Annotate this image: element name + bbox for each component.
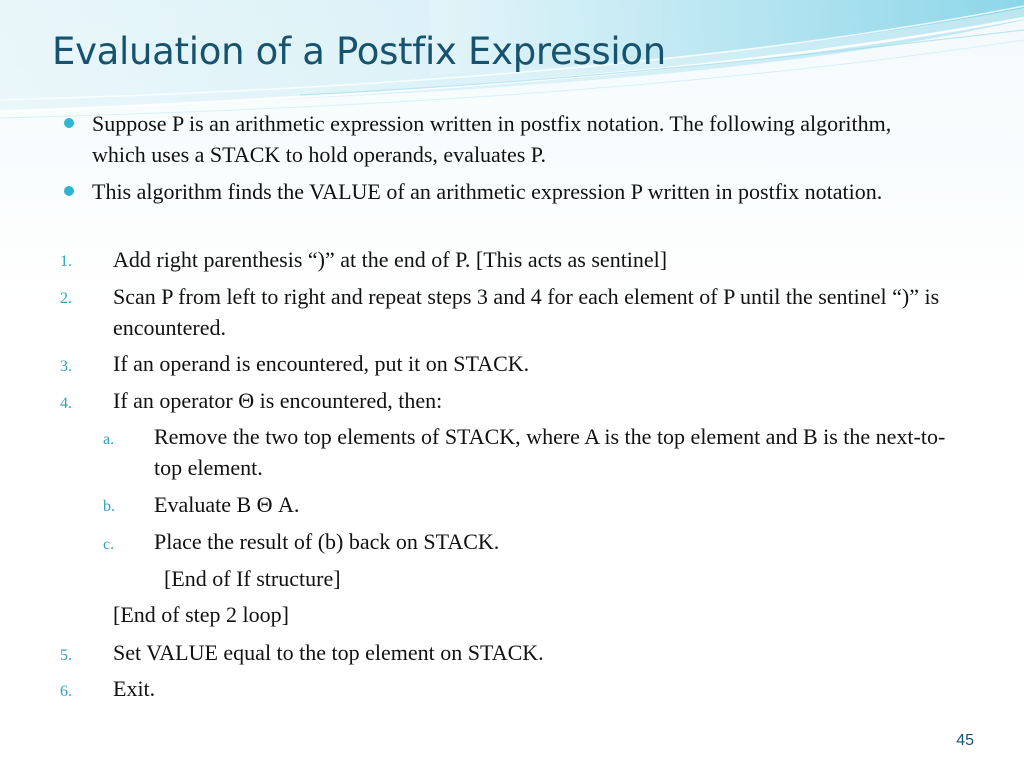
- step-text: If an operator Θ is encountered, then:: [113, 388, 443, 413]
- step-item: [113, 637, 953, 668]
- bullet-item: [92, 176, 912, 207]
- page-number: 45: [956, 732, 974, 749]
- step-item: [113, 348, 953, 379]
- slide-title: Evaluation of a Postfix Expression: [52, 30, 666, 73]
- step-item: [113, 385, 953, 416]
- step-text: Exit.: [113, 676, 156, 701]
- step-number: 4.: [60, 395, 72, 412]
- step-text: Set VALUE equal to the top element on STACK.: [113, 640, 544, 665]
- end-if-text: [End of If structure]: [164, 566, 341, 591]
- bullet-dot-icon: [64, 118, 74, 128]
- substep-text: Remove the two top elements of STACK, where A is the top element and B is the next-to-top element.: [154, 424, 946, 480]
- step-text: Add right parenthesis “)” at the end of P. [This acts as sentinel]: [113, 247, 668, 272]
- substep-item: [154, 421, 954, 483]
- substep-text: Evaluate B Θ A.: [154, 492, 300, 517]
- step-number: 2.: [60, 290, 72, 307]
- substep-text: Place the result of (b) back on STACK.: [154, 529, 500, 554]
- substep-letter: b.: [103, 498, 115, 515]
- step-number: 6.: [60, 683, 72, 700]
- bullet-item: [92, 108, 912, 170]
- step-item: [113, 244, 953, 275]
- substep-item: [154, 489, 954, 520]
- step-item: [113, 281, 953, 343]
- end-loop-note: [113, 599, 289, 630]
- step-number: 3.: [60, 358, 72, 375]
- substep-item: [154, 526, 954, 557]
- step-text: Scan P from left to right and repeat steps 3 and 4 for each element of P until the sentinel “)” is encountered.: [113, 284, 940, 340]
- end-loop-text: [End of step 2 loop]: [113, 602, 289, 627]
- substep-letter: c.: [103, 536, 115, 553]
- step-number: 1.: [60, 253, 72, 270]
- step-text: If an operand is encountered, put it on STACK.: [113, 351, 530, 376]
- end-if-note: [164, 563, 341, 594]
- bullet-dot-icon: [64, 186, 74, 196]
- bullet-text: Suppose P is an arithmetic expression written in postfix notation. The following algorithm, which uses a STACK to hold operands, evaluates P.: [92, 111, 892, 167]
- substep-letter: a.: [103, 431, 115, 448]
- bullet-text: This algorithm finds the VALUE of an arithmetic expression P written in postfix notation.: [92, 179, 883, 204]
- step-number: 5.: [60, 647, 72, 664]
- step-item: [113, 673, 953, 704]
